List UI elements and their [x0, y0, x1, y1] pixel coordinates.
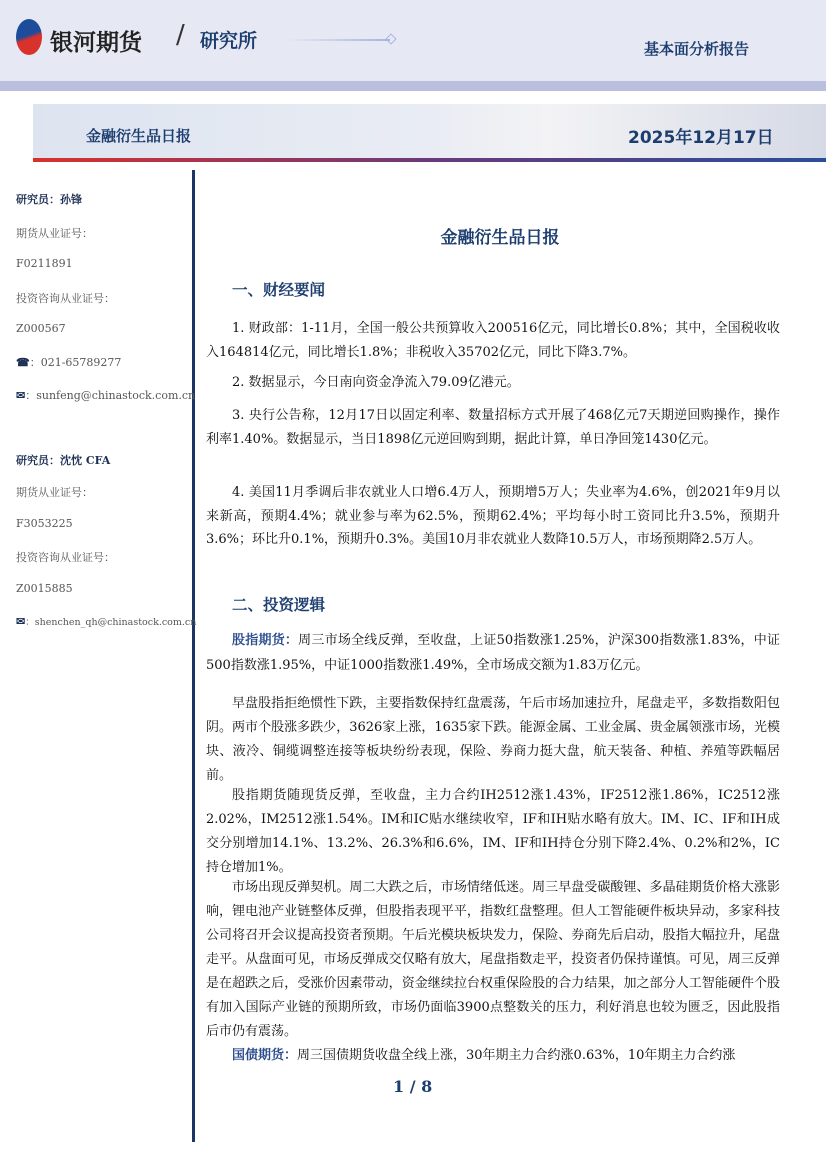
logo-icon — [16, 19, 42, 55]
news-item: 2. 数据显示，今日南向资金净流入79.09亿港元。 — [232, 375, 520, 390]
analyst-name: 研究员：孙锋 — [16, 193, 82, 206]
email-line — [16, 387, 195, 403]
brand-name: 银河期货 — [50, 30, 142, 56]
paragraph: 股指期货随现货反弹，至收盘，主力合约IH2512涨1.43%，IF2512涨1.86%，IC2512涨2.02%，IM2512涨1.54%。IM和IC贴水继续收窄，IF和IH贴水略有放大。IM、IC、IF和IH成交分别增加14.1%、13.2%、26.3%和6.6%，IM、IF和IH持仓分别下降2.4%、0.2%和2%，IC持仓增加1%。 — [206, 788, 780, 875]
futures-cert-label: 期货从业证号： — [16, 486, 93, 499]
banner-title: 金融衍生品日报 — [86, 127, 192, 145]
page-number: 1 / 8 — [393, 1077, 433, 1096]
consult-cert-label: 投资咨询从业证号： — [16, 551, 115, 564]
section-heading-news: 一、财经要闻 — [232, 281, 326, 299]
header-stripe — [0, 81, 826, 91]
paragraph: 市场出现反弹契机。周二大跌之后，市场情绪低迷。周三早盘受碳酸锂、多晶硅期货价格大涨影响，锂电池产业链整体反弹，但股指表现平平，指数红盘整理。但人工智能硬件板块异动，多家科技公司将召开会议提高投资者预期。午后光模块板块发力，保险、券商先后启动，股指大幅拉升，尾盘走平。从盘面可见，市场反弹成交仅略有放大，尾盘指数走平，投资者仍保持谨慎。可见，周三反弹是在超跌之后，受涨价因素带动，资金继续拉台权重保险股的合力结果，加之部分人工智能硬件个股有加入国际产业链的预期所致，市场仍面临3900点整数关的压力，利好消息也较为匮乏，因此股指后市仍有震荡。 — [206, 880, 780, 1039]
brand-divider: / — [176, 20, 185, 50]
consult-cert: Z000567 — [16, 322, 66, 335]
news-item: 1. 财政部：1-11月，全国一般公共预算收入200516亿元，同比增长0.8%；其中，全国税收收入164814亿元，同比增长1.8%；非税收入35702亿元，同比下降3.7%。 — [206, 321, 780, 360]
email-link[interactable]: ：sunfeng@chinastock.com.cn — [25, 389, 196, 402]
stock-index-paragraph — [206, 628, 780, 678]
email-line — [16, 614, 196, 628]
institute-name: 研究所 — [200, 30, 258, 52]
report-type: 基本面分析报告 — [644, 40, 750, 58]
phone-number: ：021-65789277 — [29, 356, 122, 369]
phone-line — [16, 354, 121, 370]
email-icon: ✉ — [16, 615, 26, 628]
banner-underline — [33, 158, 826, 162]
analyst-name: 研究员：沈忱 CFA — [16, 454, 111, 467]
paragraph-text: 周三市场全线反弹，至收盘，上证50指数涨1.25%，沪深300指数涨1.83%，中证500指数涨1.95%，中证1000指数涨1.49%，全市场成交额为1.83万亿元。 — [206, 633, 780, 673]
page-title: 金融衍生品日报 — [440, 228, 560, 248]
bond-paragraph — [206, 1044, 780, 1068]
section-heading-logic: 二、投资逻辑 — [232, 596, 326, 614]
decor-line — [285, 39, 390, 41]
paragraph: 早盘股指拒绝惯性下跌，主要指数保持红盘震荡，午后市场加速拉升，尾盘走平，多数指数阳包阴。两市个股涨多跌少，3626家上涨，1635家下跌。能源金属、工业金属、贵金属领涨市场，光模块、液冷、铜缆调整连接等板块纷纷表现，保险、券商力挺大盘，航天装备、种植、养殖等跌幅居前。 — [206, 696, 780, 783]
phone-icon: ☎ — [16, 356, 30, 369]
futures-cert: F0211891 — [16, 257, 73, 270]
email-icon: ✉ — [16, 389, 26, 402]
bond-label: 国债期货： — [232, 1048, 298, 1063]
sidebar-divider — [192, 170, 195, 1142]
stock-index-label: 股指期货： — [232, 633, 299, 648]
news-item: 3. 央行公告称，12月17日以固定利率、数量招标方式开展了468亿元7天期逆回购操作，操作利率1.40%。数据显示，当日1898亿元逆回购到期，据此计算，单日净回笼1430亿元。 — [206, 408, 780, 447]
consult-cert-label: 投资咨询从业证号： — [16, 292, 115, 305]
paragraph-text: 周三国债期货收盘全线上涨，30年期主力合约涨0.63%，10年期主力合约涨 — [297, 1048, 736, 1063]
futures-cert-label: 期货从业证号： — [16, 227, 93, 240]
banner-date: 2025年12月17日 — [628, 128, 774, 148]
news-item: 4. 美国11月季调后非农就业人口增6.4万人，预期增5万人；失业率为4.6%，创2021年9月以来新高，预期4.4%；就业参与率为62.5%，预期62.4%；平均每小时工资同比升3.5%，预期升3.6%；环比升0.1%，预期升0.3%。美国10月非农就业人数降10.5万人，市场预期降2.5万人。 — [206, 485, 780, 547]
email-link[interactable]: ：shenchen_qh@chinastock.com.cn — [25, 617, 197, 628]
consult-cert: Z0015885 — [16, 582, 73, 595]
futures-cert: F3053225 — [16, 517, 73, 530]
